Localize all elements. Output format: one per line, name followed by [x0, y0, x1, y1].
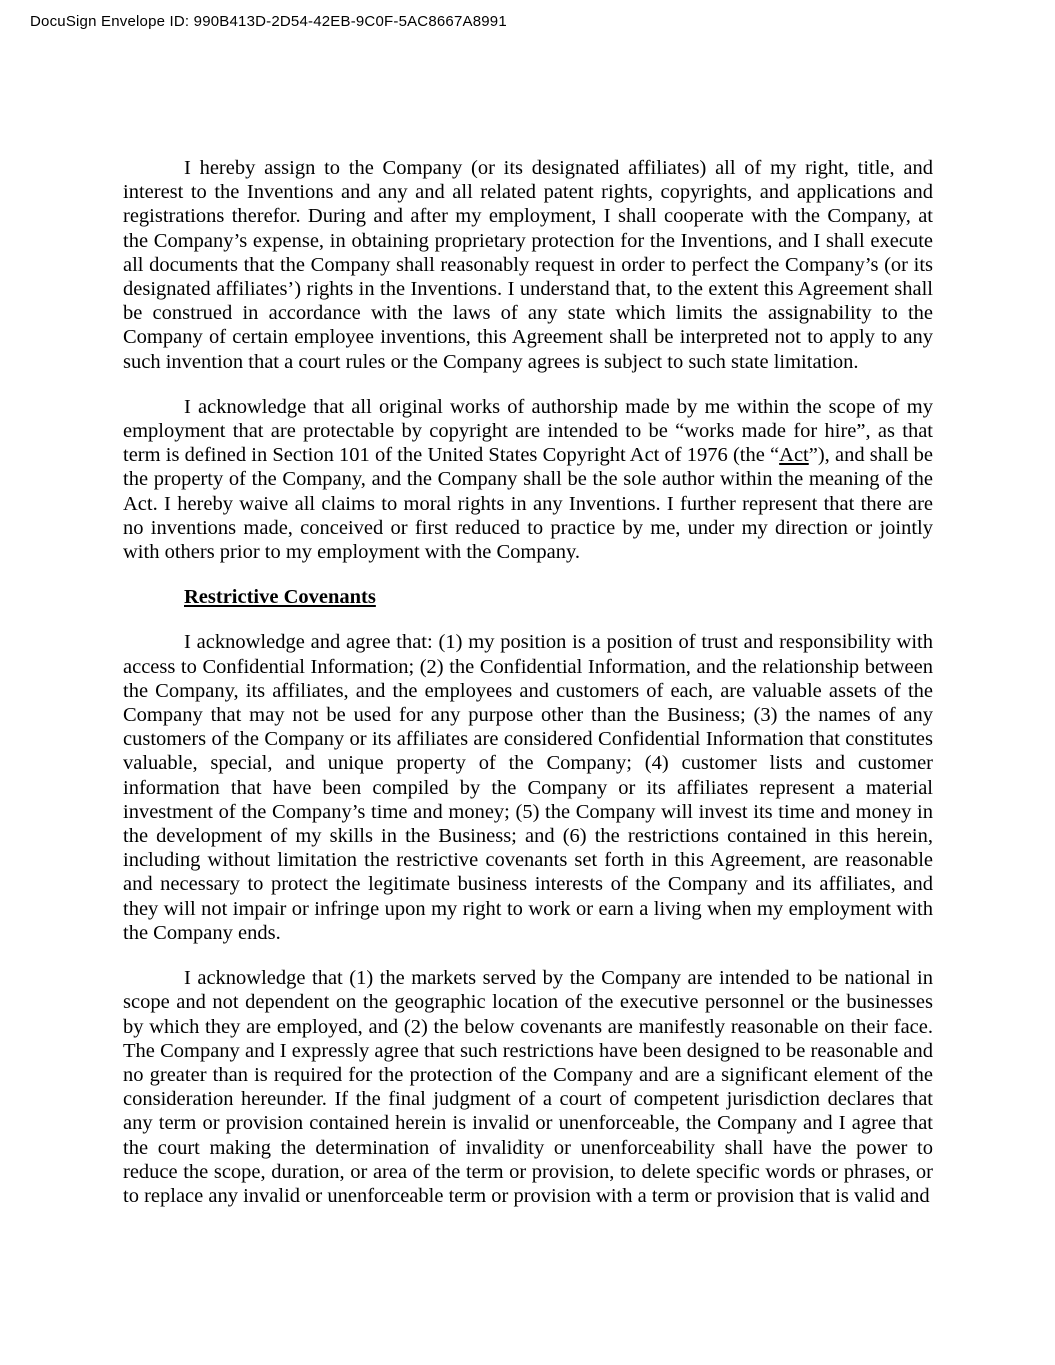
- defined-term-act: Act: [779, 444, 809, 467]
- paragraph-markets-national-scope: I acknowledge that (1) the markets served by the Company are intended to be national in scope and not dependent on the geographic location of the executive personnel or the businesses by which they are employed, and (2) the below covenants are manifestly reasonable on their face. The Company and I expressly agree that such restrictions have been designed to be reasonable and no greater than is required for the protection of the Company and are a significant element of the consideration hereunder. If the final judgment of a court of competent jurisdiction declares that any term or provision contained herein is invalid or unenforceable, the Company and I agree that the court making the determination of invalidity or unenforceability shall have the power to reduce the scope, duration, or area of the term or provision, to delete specific words or phrases, or to replace any invalid or unenforceable term or provision with a term or provision that is valid and: [123, 967, 933, 1207]
- section-heading-restrictive-covenants: [123, 585, 933, 609]
- paragraph-segment: ”), and shall be the property of the Company, and the Company shall be the sole author within the meaning of the Act. I hereby waive all claims to moral rights in any Inventions. I further represent that there are no inventions made, conceived or first reduced to practice by me, under my direction or jointly with others prior to my employment with the Company.: [123, 444, 934, 564]
- paragraph-works-made-for-hire: [123, 395, 933, 564]
- document-body: [123, 156, 933, 1229]
- paragraph-segment: I acknowledge that all original works of authorship made by me within the scope of my employment that are protectable by copyright are intended to be “works made for hire”, as that term is defined in Section 101 of the United States Copyright Act of 1976 (the “: [123, 395, 933, 467]
- paragraph-acknowledge-and-agree: I acknowledge and agree that: (1) my position is a position of trust and responsibility with access to Confidential Information; (2) the Confidential Information, and the relationship between the Company, its affiliates, and the employees and customers of each, are valuable assets of the Company that may not be used for any purpose other than the Business; (3) the names of any customers of the Company or its affiliates are considered Confidential Information that constitutes valuable, special, and unique property of the Company; (4) customer lists and customer information that have been compiled by the Company or its affiliates represent a material investment of the Company’s time and money; (5) the Company will invest its time and money in the development of my skills in the Business; and (6) the restrictions contained in this herein, including without limitation the restrictive covenants set forth in this Agreement, are reasonable and necessary to protect the legitimate business interests of the Company and its affiliates, and they will not impair or infringe upon my right to work or earn a living when my employment with the Company ends.: [123, 631, 933, 944]
- docusign-envelope-id: DocuSign Envelope ID: 990B413D-2D54-42EB-9C0F-5AC8667A8991: [30, 13, 507, 30]
- section-heading-text: Restrictive Covenants: [184, 586, 376, 609]
- paragraph-inventions-assignment: I hereby assign to the Company (or its designated affiliates) all of my right, title, and interest to the Inventions and any and all related patent rights, copyrights, and applications and registrations therefor. During and after my employment, I shall cooperate with the Company, at the Company’s expense, in obtaining proprietary protection for the Inventions, and I shall execute all documents that the Company shall reasonably request in order to perfect the Company’s (or its designated affiliates’) rights in the Inventions. I understand that, to the extent this Agreement shall be construed in accordance with the laws of any state which limits the assignability to the Company of certain employee inventions, this Agreement shall be interpreted not to apply to any such invention that a court rules or the Company agrees is subject to such state limitation.: [123, 157, 933, 373]
